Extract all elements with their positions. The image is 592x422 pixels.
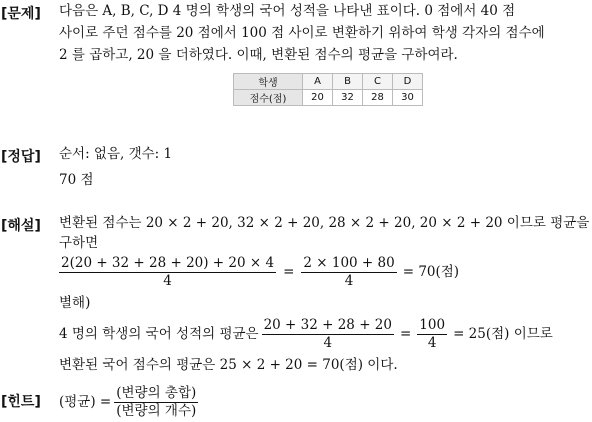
score-table-header-a: A <box>303 74 333 90</box>
problem-line-1: 다음은 A, B, C, D 4 명의 학생의 국어 성적을 나타낸 표이다. 0 점에서 40 점 <box>59 3 516 19</box>
hint-denominator: (변량의 개수) <box>116 402 197 419</box>
explanation-equation-1 <box>59 252 588 292</box>
hint-text <box>59 382 588 422</box>
eq1-fraction-1-denominator: 4 <box>163 272 172 289</box>
score-table-header-b: B <box>333 74 363 90</box>
eq2-result: = 25(점) 이므로 <box>453 326 553 342</box>
score-table-header-d: D <box>393 74 423 90</box>
explanation-tag: [해설] <box>1 218 41 234</box>
hint-fraction <box>114 385 198 420</box>
eq1-fraction-1 <box>59 255 276 290</box>
answer-tag: [정답] <box>1 149 41 165</box>
explanation-line-2: 구하면 <box>59 235 99 251</box>
eq2-fraction-1 <box>262 317 394 352</box>
explanation-text <box>59 212 588 376</box>
score-table-value-a: 20 <box>303 90 333 106</box>
hint-prefix: (평균) = <box>59 394 112 410</box>
answer-line-1: 순서: 없음, 갯수: 1 <box>59 146 173 162</box>
explanation-alt-label: 별해) <box>59 295 91 311</box>
eq2-prefix: 4 명의 학생의 국어 성적의 평균은 <box>59 326 259 342</box>
answer-line-2: 70 점 <box>59 172 94 188</box>
score-table-header-row <box>234 74 423 90</box>
problem-tag: [문제] <box>1 6 41 22</box>
eq1-equals: = <box>283 264 295 280</box>
eq2-fraction-1-denominator: 4 <box>323 334 333 351</box>
score-table-header-c: C <box>363 74 393 90</box>
score-table-value-d: 30 <box>393 90 423 106</box>
eq1-fraction-2-denominator: 4 <box>344 272 354 289</box>
score-table-value-b: 32 <box>333 90 363 106</box>
score-table-value-row <box>234 90 423 106</box>
explanation-equation-2 <box>59 314 588 354</box>
eq1-fraction-2 <box>301 255 396 290</box>
problem-line-2: 사이로 주던 점수를 20 점에서 100 점 사이로 변환하기 위하여 학생 각자의 점수에 <box>59 25 545 41</box>
score-table <box>233 73 423 106</box>
explanation-last-line: 변환된 국어 점수의 평균은 25 × 2 + 20 = 70(점) 이다. <box>59 357 398 373</box>
problem-text <box>59 0 588 66</box>
hint-formula <box>59 382 588 422</box>
explanation-line-1: 변환된 점수는 20 × 2 + 20, 32 × 2 + 20, 28 × 2 + 20, 20 × 2 + 20 이므로 평균을 <box>59 215 590 231</box>
hint-tag: [힌트] <box>1 394 41 410</box>
eq1-fraction-2-numerator: 2 × 100 + 80 <box>303 254 395 271</box>
eq2-fraction-2-denominator: 4 <box>427 334 437 351</box>
score-table-value-c: 28 <box>363 90 393 106</box>
score-table-header-label: 학생 <box>234 74 303 90</box>
eq1-result: = 70(점) <box>402 264 460 280</box>
score-table-row-label: 점수(점) <box>234 90 303 106</box>
eq1-fraction-1-numerator: 2(20 + 32 + 28 + 20) + 20 × 4 <box>61 254 275 271</box>
eq2-equals: = <box>399 326 412 342</box>
answer-text <box>59 143 588 191</box>
problem-line-3: 2 를 곱하고, 20 을 더하였다. 이때, 변환된 점수의 평균을 구하여라. <box>59 47 458 63</box>
eq2-fraction-1-numerator: 20 + 32 + 28 + 20 <box>263 316 392 333</box>
hint-numerator: (변량의 총합) <box>116 384 197 401</box>
eq2-fraction-2-numerator: 100 <box>419 316 446 333</box>
eq2-fraction-2 <box>417 317 447 352</box>
